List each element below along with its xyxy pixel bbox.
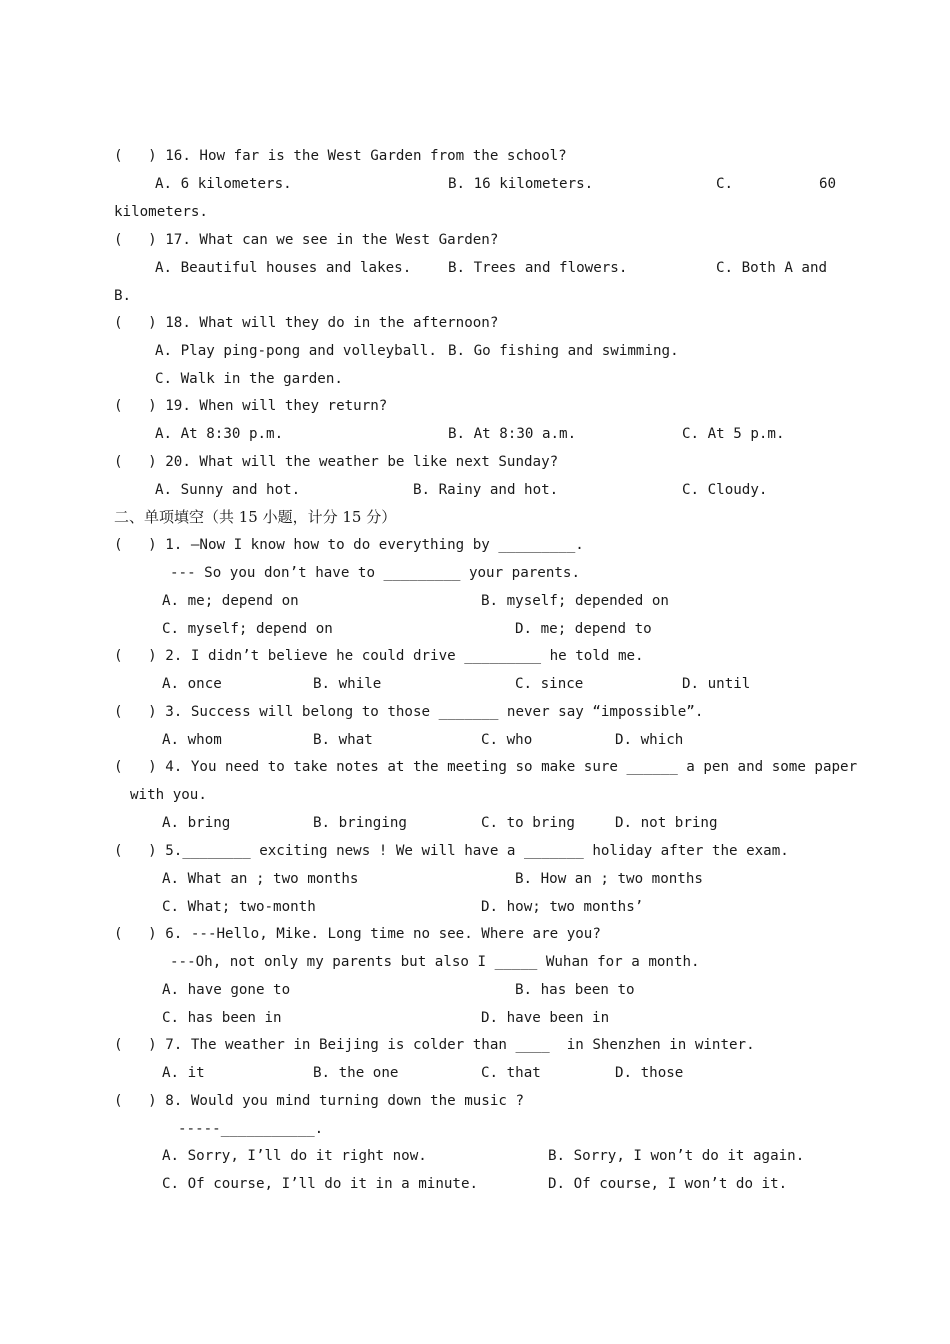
option-d: D. not bring: [615, 815, 718, 831]
option-b: B. the one: [313, 1065, 399, 1081]
option-b: B. bringing: [313, 815, 407, 831]
question-5: ( ) 5.________ exciting news ! We will have a _______ holiday after the exam.: [114, 843, 789, 859]
question-line2: ---Oh, not only my parents but also I _____ Wuhan for a month.: [170, 954, 700, 970]
question-6: ( ) 6. ---Hello, Mike. Long time no see. Where are you?: [114, 926, 601, 942]
option-c-text: 60: [819, 176, 837, 192]
option-c: C. At 5 p.m.: [682, 426, 785, 442]
question-20: ( ) 20. What will the weather be like next Sunday?: [114, 454, 559, 470]
option-a: A. whom: [162, 732, 222, 748]
option-c: C. that: [481, 1065, 541, 1081]
option-b: B. Go fishing and swimming.: [448, 343, 679, 359]
question-line2: --- So you don’t have to _________ your parents.: [170, 565, 580, 581]
option-b: B. what: [313, 732, 373, 748]
option-a: A. 6 kilometers.: [155, 176, 292, 192]
option-a: A. At 8:30 p.m.: [155, 426, 284, 442]
option-c: C. What; two-month: [162, 899, 316, 915]
option-b: B. has been to: [515, 982, 635, 998]
question-19: ( ) 19. When will they return?: [114, 398, 388, 414]
option-c: C. Cloudy.: [682, 482, 768, 498]
option-continuation: B.: [114, 288, 132, 304]
option-c: C. Both A and: [716, 260, 828, 276]
option-b: B. while: [313, 676, 382, 692]
option-d: D. Of course, I won’t do it.: [548, 1176, 788, 1192]
option-b: B. myself; depended on: [481, 593, 669, 609]
option-c: C. since: [515, 676, 584, 692]
section-title: 二、单项填空（共 15 小题，计分 15 分）: [114, 508, 397, 526]
question-4: ( ) 4. You need to take notes at the meeting so make sure ______ a pen and some paper: [114, 759, 858, 775]
option-a: A. Sorry, I’ll do it right now.: [162, 1148, 427, 1164]
option-a: A. me; depend on: [162, 593, 299, 609]
question-continuation: with you.: [130, 787, 207, 803]
question-16: ( ) 16. How far is the West Garden from the school?: [114, 148, 567, 164]
option-c: C. myself; depend on: [162, 621, 333, 637]
option-continuation: kilometers.: [114, 204, 208, 220]
question-2: ( ) 2. I didn’t believe he could drive _________ he told me.: [114, 648, 644, 664]
option-a: A. have gone to: [162, 982, 291, 998]
question-17: ( ) 17. What can we see in the West Garden?: [114, 232, 499, 248]
option-d: D. how; two months’: [481, 899, 644, 915]
option-c: C.: [716, 176, 734, 192]
option-a: A. Play ping-pong and volleyball.: [155, 343, 437, 359]
option-a: A. it: [162, 1065, 205, 1081]
question-1: ( ) 1. —Now I know how to do everything by _________.: [114, 537, 584, 553]
option-a: A. once: [162, 676, 222, 692]
option-d: D. me; depend to: [515, 621, 652, 637]
option-b: B. Trees and flowers.: [448, 260, 628, 276]
option-a: A. bring: [162, 815, 231, 831]
option-c: C. Of course, I’ll do it in a minute.: [162, 1176, 479, 1192]
question-8: ( ) 8. Would you mind turning down the music ?: [114, 1093, 524, 1109]
option-b: B. How an ; two months: [515, 871, 703, 887]
option-b: B. Rainy and hot.: [413, 482, 559, 498]
question-7: ( ) 7. The weather in Beijing is colder than ____ in Shenzhen in winter.: [114, 1037, 755, 1053]
option-b: B. Sorry, I won’t do it again.: [548, 1148, 805, 1164]
option-a: A. Sunny and hot.: [155, 482, 301, 498]
option-d: D. which: [615, 732, 684, 748]
option-a: A. What an ; two months: [162, 871, 359, 887]
option-c: C. Walk in the garden.: [155, 371, 343, 387]
question-line2: -----___________.: [178, 1121, 324, 1137]
option-c: C. to bring: [481, 815, 575, 831]
option-c: C. who: [481, 732, 533, 748]
option-d: D. those: [615, 1065, 684, 1081]
question-18: ( ) 18. What will they do in the afternoon?: [114, 315, 499, 331]
option-b: B. At 8:30 a.m.: [448, 426, 577, 442]
option-d: D. until: [682, 676, 751, 692]
option-b: B. 16 kilometers.: [448, 176, 594, 192]
question-3: ( ) 3. Success will belong to those _______ never say “impossible”.: [114, 704, 704, 720]
option-d: D. have been in: [481, 1010, 610, 1026]
option-c: C. has been in: [162, 1010, 282, 1026]
option-a: A. Beautiful houses and lakes.: [155, 260, 412, 276]
